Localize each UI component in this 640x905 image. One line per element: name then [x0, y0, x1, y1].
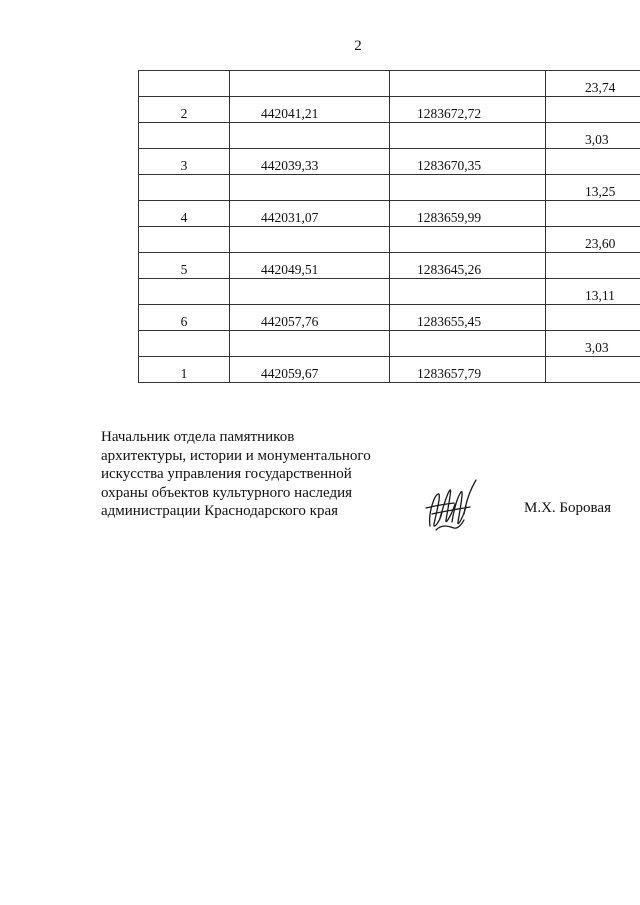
table-row: [139, 331, 640, 357]
y-coordinate-cell: 1283655,45: [390, 305, 546, 331]
x-coordinate-cell: 442039,33: [230, 149, 390, 175]
coordinates-table: [138, 70, 640, 383]
point-number-cell: [139, 71, 230, 97]
handwritten-signature-icon: [424, 474, 480, 534]
table-row: [139, 227, 640, 253]
segment-length-cell: [546, 357, 640, 383]
y-coordinate-cell: 1283670,35: [390, 149, 546, 175]
y-coordinate-cell: [390, 331, 546, 357]
page-number: 2: [354, 38, 362, 54]
segment-length-cell: 3,03: [546, 123, 640, 149]
y-coordinate-cell: 1283645,26: [390, 253, 546, 279]
segment-length-cell: 23,60: [546, 227, 640, 253]
x-coordinate-cell: 442057,76: [230, 305, 390, 331]
segment-length-cell: [546, 149, 640, 175]
segment-length-cell: 13,25: [546, 175, 640, 201]
signature-title-line: администрации Краснодарского края: [101, 503, 339, 519]
table-row: [139, 305, 640, 331]
x-coordinate-cell: 442049,51: [230, 253, 390, 279]
table-row: [139, 123, 640, 149]
y-coordinate-cell: [390, 279, 546, 305]
table-row: [139, 357, 640, 383]
table-row: [139, 149, 640, 175]
signature-title-line: искусства управления государственной: [101, 466, 352, 482]
signature-title-line: охраны объектов культурного наследия: [101, 484, 353, 501]
table-row: [139, 71, 640, 97]
point-number-cell: [139, 123, 230, 149]
y-coordinate-cell: [390, 227, 546, 253]
point-number-cell: 1: [139, 357, 230, 383]
segment-length-cell: [546, 253, 640, 279]
segment-length-cell: 13,11: [546, 279, 640, 305]
signer-name: М.Х. Боровая: [524, 500, 611, 516]
segment-length-cell: 3,03: [546, 331, 640, 357]
segment-length-cell: [546, 97, 640, 123]
signature-title-line: Начальник отдела памятников: [101, 429, 295, 445]
y-coordinate-cell: [390, 175, 546, 201]
table-row: [139, 175, 640, 201]
coordinates-table-body: [139, 71, 640, 383]
y-coordinate-cell: 1283672,72: [390, 97, 546, 123]
x-coordinate-cell: [230, 279, 390, 305]
y-coordinate-cell: [390, 123, 546, 149]
x-coordinate-cell: [230, 227, 390, 253]
x-coordinate-cell: [230, 331, 390, 357]
y-coordinate-cell: [390, 71, 546, 97]
table-row: [139, 201, 640, 227]
table-row: [139, 253, 640, 279]
point-number-cell: [139, 279, 230, 305]
point-number-cell: 2: [139, 97, 230, 123]
signature-title-block: [101, 428, 371, 521]
segment-length-cell: [546, 305, 640, 331]
segment-length-cell: 23,74: [546, 71, 640, 97]
point-number-cell: 6: [139, 305, 230, 331]
x-coordinate-cell: 442059,67: [230, 357, 390, 383]
x-coordinate-cell: [230, 175, 390, 201]
point-number-cell: 3: [139, 149, 230, 175]
y-coordinate-cell: 1283659,99: [390, 201, 546, 227]
segment-length-cell: [546, 201, 640, 227]
point-number-cell: 5: [139, 253, 230, 279]
y-coordinate-cell: 1283657,79: [390, 357, 546, 383]
point-number-cell: [139, 331, 230, 357]
x-coordinate-cell: [230, 123, 390, 149]
x-coordinate-cell: 442041,21: [230, 97, 390, 123]
table-row: [139, 279, 640, 305]
x-coordinate-cell: [230, 71, 390, 97]
x-coordinate-cell: 442031,07: [230, 201, 390, 227]
signature-title-line: архитектуры, истории и монументального: [101, 447, 371, 464]
point-number-cell: [139, 175, 230, 201]
table-row: [139, 97, 640, 123]
point-number-cell: 4: [139, 201, 230, 227]
point-number-cell: [139, 227, 230, 253]
